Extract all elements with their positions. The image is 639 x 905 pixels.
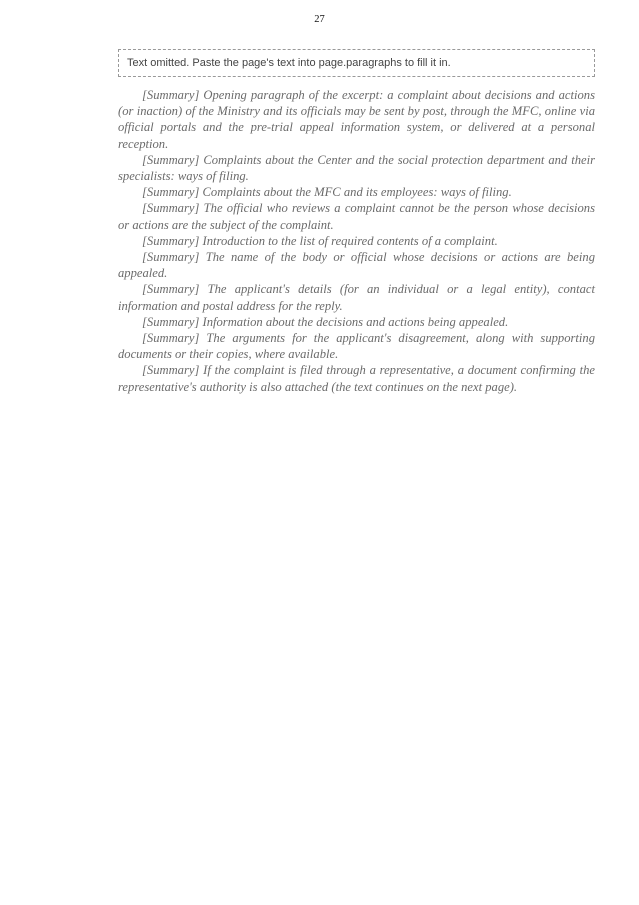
paragraph: [Summary] The name of the body or official whose decisions or actions are being appealed. [118, 250, 595, 281]
paragraph: [Summary] Complaints about the Center and the social protection department and their specialists: ways of filing. [118, 152, 595, 184]
paragraph: [Summary] Complaints about the MFC and its employees: ways of filing. [142, 185, 512, 200]
paragraph: [Summary] The arguments for the applicant's disagreement, along with supporting documents or their copies, where available. [118, 331, 595, 362]
paragraph: [Summary] If the complaint is filed through a representative, a document confirming the representative's authority is also attached (the text continues on the next page). [118, 363, 595, 394]
paragraph: [Summary] Introduction to the list of required contents of a complaint. [142, 233, 498, 248]
paragraph: [Summary] Opening paragraph of the excerpt: a complaint about decisions and actions (or inaction) of the Ministry and its officials may be sent by post, through the MFC, online via official portals and the pre-trial appeal information system, or delivered at a personal reception. [118, 88, 595, 151]
paragraph: [Summary] The applicant's details (for an individual or a legal entity), contact information and postal address for the reply. [118, 282, 595, 313]
page-number: 27 [314, 14, 325, 25]
paragraph: [Summary] The official who reviews a complaint cannot be the person whose decisions or actions are the subject of the complaint. [118, 201, 595, 232]
paragraph: [Summary] Information about the decisions and actions being appealed. [142, 314, 509, 329]
omission-notice: Text omitted. Paste the page's text into page.paragraphs to fill it in. [118, 49, 595, 77]
document-body [118, 87, 595, 395]
